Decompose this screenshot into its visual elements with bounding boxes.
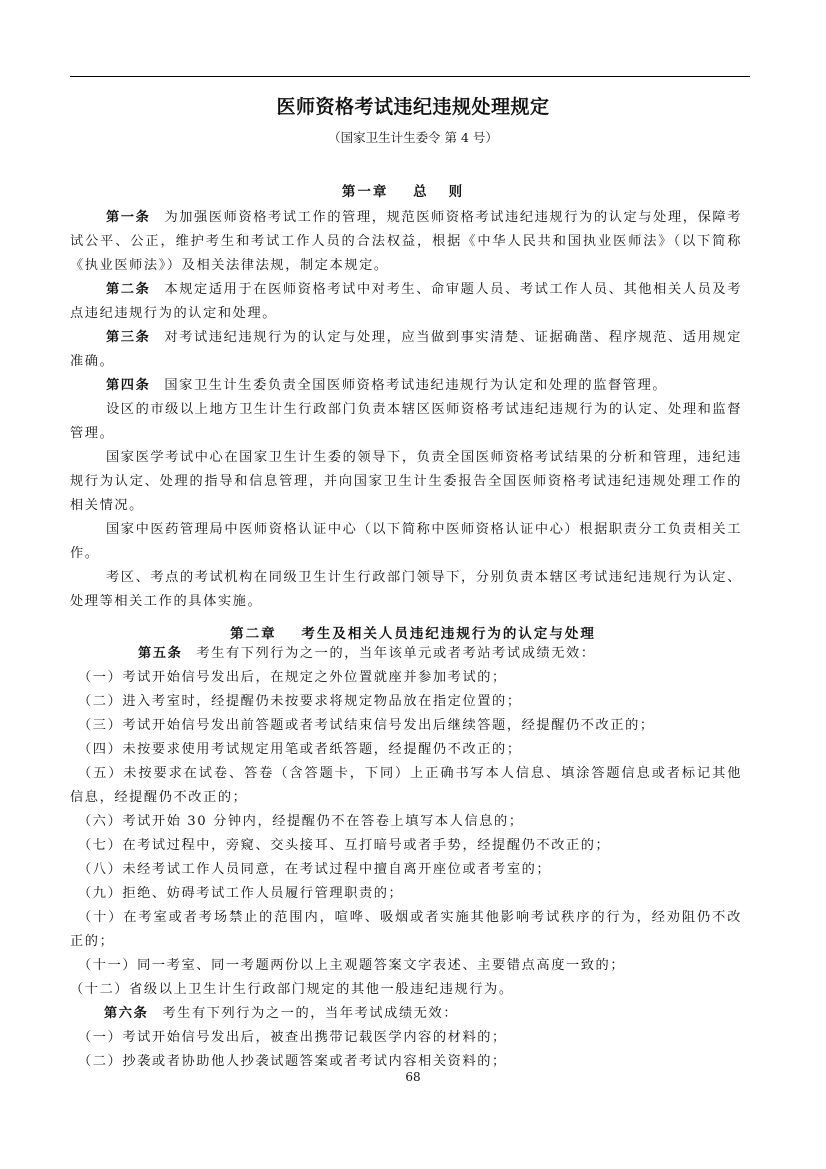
article-text: 本规定适用于在医师资格考试中对考生、命审题人员、考试工作人员、其他相关人员及考点违纪违规行为的认定和处理。 — [70, 282, 742, 321]
article-label: 第四条 — [106, 378, 151, 393]
chapter-2-body — [70, 642, 742, 1074]
article-4 — [70, 374, 742, 398]
list-item: （九）拒绝、妨碍考试工作人员履行管理职责的； — [78, 886, 404, 901]
chapter-1-title: 总则 — [413, 184, 485, 200]
list-item: （一）考试开始信号发出后，被查出携带记载医学内容的材料的； — [78, 1030, 507, 1045]
document-subtitle: （国家卫生计生委令 第 4 号） — [328, 130, 498, 145]
article-2 — [70, 278, 742, 326]
article-3 — [70, 326, 742, 374]
article-label: 第六条 — [104, 1006, 149, 1021]
paragraph: 国家医学考试中心在国家卫生计生委的领导下，负责全国医师资格考试结果的分析和管理，违纪违规行为认定、处理的指导和信息管理，并向国家卫生计生委报告全国医师资格考试违纪违规处理工作的相关情况。 — [70, 450, 742, 513]
list-item: （八）未经考试工作人员同意，在考试过程中擅自离开座位或者考室的； — [78, 862, 552, 877]
list-item: （六）考试开始 30 分钟内，经提醒仍不在答卷上填写本人信息的； — [78, 814, 524, 829]
list-item: （一）考试开始信号发出后，在规定之外位置就座并参加考试的； — [78, 670, 507, 685]
list-item: （四）未按要求使用考试规定用笔或者纸答题，经提醒仍不改正的； — [78, 742, 522, 757]
article-label: 第三条 — [106, 330, 151, 345]
header-rule — [70, 76, 750, 77]
list-item: （十二）省级以上卫生计生行政部门规定的其他一般违纪违规行为。 — [70, 982, 514, 997]
list-item: （二）抄袭或者协助他人抄袭试题答案或者考试内容相关资料的； — [78, 1054, 507, 1069]
chapter-1-heading — [0, 180, 826, 200]
paragraph: 国家中医药管理局中医师资格认证中心（以下简称中医师资格认证中心）根据职责分工负责相关工作。 — [70, 522, 742, 561]
list-item: （十）在考室或者考场禁止的范围内，喧哗、吸烟或者实施其他影响考试秩序的行为，经劝阻仍不改正的； — [70, 910, 742, 949]
chapter-1-body — [70, 206, 742, 614]
page-number: 68 — [405, 1070, 421, 1084]
article-6 — [70, 1002, 742, 1026]
article-text: 考生有下列行为之一的，当年考试成绩无效： — [162, 1006, 459, 1021]
chapter-1-name: 第一章 — [341, 184, 389, 200]
article-text: 对考试违纪违规行为的认定与处理，应当做到事实清楚、证据确凿、程序规范、适用规定准确。 — [70, 330, 742, 369]
chapter-2-heading — [0, 622, 826, 642]
list-item: （七）在考试过程中，旁窥、交头接耳、互打暗号或者手势，经提醒仍不改正的； — [78, 838, 611, 853]
article-5 — [70, 642, 742, 666]
document-title: 医师资格考试违纪违规处理规定 — [276, 96, 550, 118]
article-1 — [70, 206, 742, 278]
article-label: 第二条 — [106, 282, 151, 297]
list-item: （三）考试开始信号发出前答题或者考试结束信号发出后继续答题，经提醒仍不改正的； — [78, 718, 655, 733]
paragraph: 考区、考点的考试机构在同级卫生计生行政部门领导下，分别负责本辖区考试违纪违规行为认定、处理等相关工作的具体实施。 — [70, 570, 742, 609]
list-item: （十一）同一考室、同一考题两份以上主观题答案文字表述、主要错点高度一致的； — [78, 958, 626, 973]
article-label: 第一条 — [106, 210, 151, 225]
article-text: 国家卫生计生委负责全国医师资格考试违纪违规行为认定和处理的监督管理。 — [164, 378, 668, 393]
article-text: 考生有下列行为之一的，当年该单元或者考站考试成绩无效： — [196, 646, 596, 661]
chapter-2-title: 考生及相关人员违纪违规行为的认定与处理 — [301, 626, 596, 642]
chapter-2-name: 第二章 — [230, 626, 277, 642]
article-text: 为加强医师资格考试工作的管理，规范医师资格考试违纪违规行为的认定与处理，保障考试公平、公正，维护考生和考试工作人员的合法权益，根据《中华人民共和国执业医师法》（以下简称《执业医师法》）及相关法律法规，制定本规定。 — [70, 210, 742, 273]
list-item: （二）进入考室时，经提醒仍未按要求将规定物品放在指定位置的； — [78, 694, 522, 709]
list-item: （五）未按要求在试卷、答卷（含答题卡，下同）上正确书写本人信息、填涂答题信息或者标记其他信息，经提醒仍不改正的； — [70, 766, 742, 805]
article-label: 第五条 — [138, 646, 183, 661]
paragraph: 设区的市级以上地方卫生计生行政部门负责本辖区医师资格考试违纪违规行为的认定、处理和监督管理。 — [70, 402, 742, 441]
